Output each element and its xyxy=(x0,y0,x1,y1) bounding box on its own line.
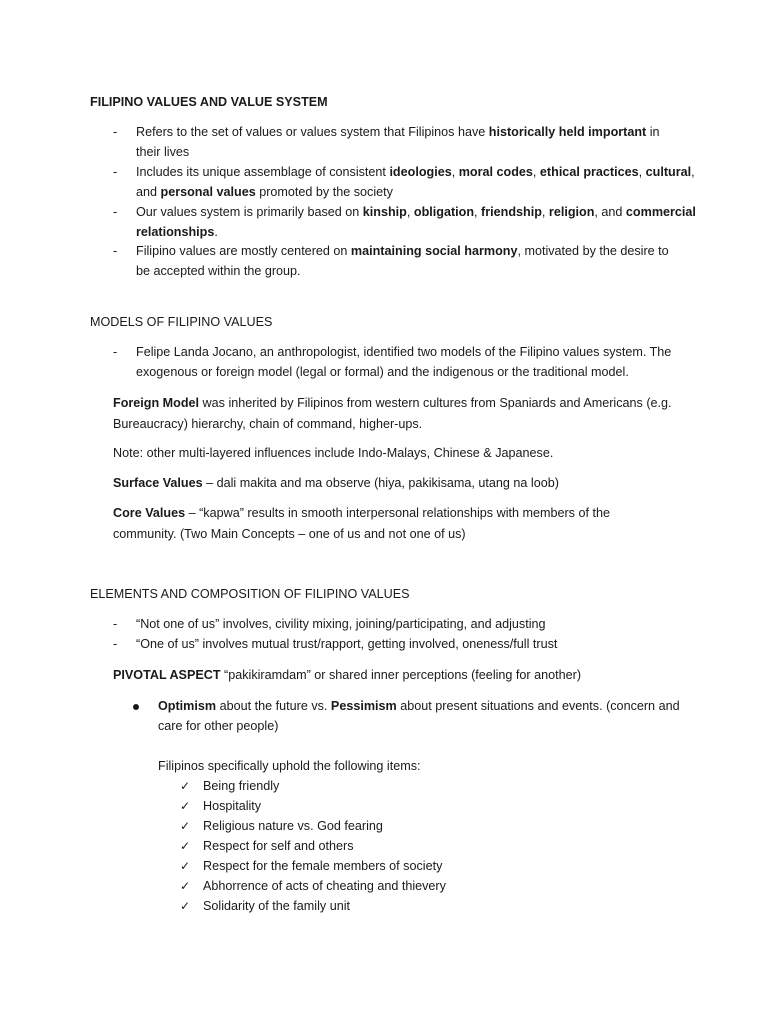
text-run: in xyxy=(646,125,660,139)
bold-text: Pessimism xyxy=(330,699,397,713)
text-run: Our values system is primarily based on xyxy=(136,205,363,219)
checkmark-icon: ✓ xyxy=(180,899,191,913)
text-run: , xyxy=(532,165,540,179)
bold-text: friendship xyxy=(481,205,542,219)
models-bullet-line xyxy=(136,364,629,380)
section-heading-models: MODELS OF FILIPINO VALUES xyxy=(90,315,273,329)
text-run: , and xyxy=(594,205,626,219)
text-run: , xyxy=(691,165,695,179)
bold-text: Optimism xyxy=(158,699,217,713)
model-paragraph-line xyxy=(113,445,553,461)
text-run: Note: other multi-layered influences include Indo-Malays, Chinese & Japanese. xyxy=(113,446,554,460)
text-run: , xyxy=(406,205,414,219)
text-run: , xyxy=(451,165,459,179)
text-run: Bureaucracy) hierarchy, chain of command, higher-ups. xyxy=(113,417,423,431)
text-run: and xyxy=(136,185,161,199)
elements-bullet-line xyxy=(136,636,557,652)
model-paragraph-line xyxy=(113,395,672,411)
checkmark-icon: ✓ xyxy=(180,839,191,853)
text-run: , xyxy=(638,165,646,179)
bold-text: Core Values xyxy=(113,506,186,520)
text-run: , motivated by the desire to xyxy=(517,244,669,258)
intro-bullet-line xyxy=(136,184,393,200)
intro-bullet-line xyxy=(136,144,189,160)
bold-text: PIVOTAL ASPECT xyxy=(113,668,221,682)
intro-bullet-line xyxy=(136,164,695,180)
intro-bullet-line xyxy=(136,243,669,259)
text-run: Includes its unique assemblage of consistent xyxy=(136,165,390,179)
optimism-line xyxy=(158,718,278,734)
intro-bullet-line xyxy=(136,224,218,240)
text-run: , xyxy=(474,205,482,219)
text-run: “One of us” involves mutual trust/rapport, getting involved, oneness/full trust xyxy=(136,637,558,651)
checklist-item: Respect for the female members of society xyxy=(203,859,443,873)
model-paragraph-line xyxy=(113,526,466,542)
checkmark-icon: ✓ xyxy=(180,799,191,813)
bold-text: cultural xyxy=(645,165,692,179)
text-run: . xyxy=(214,225,218,239)
pivotal-line xyxy=(113,667,581,683)
bold-text: religion xyxy=(548,205,595,219)
text-run: about the future vs. xyxy=(216,699,331,713)
text-run: their lives xyxy=(136,145,190,159)
bold-text: Foreign Model xyxy=(113,396,200,410)
optimism-line xyxy=(158,698,680,714)
checklist-item: Abhorrence of acts of cheating and thievery xyxy=(203,879,446,893)
checkmark-icon: ✓ xyxy=(180,879,191,893)
model-paragraph-line xyxy=(113,475,559,491)
model-paragraph-line xyxy=(113,416,422,432)
checklist-item: Being friendly xyxy=(203,779,280,793)
text-run: Felipe Landa Jocano, an anthropologist, identified two models of the Filipino values system. The xyxy=(136,345,672,359)
dash-bullet-icon: - xyxy=(113,617,118,631)
checklist-item: Respect for self and others xyxy=(203,839,354,853)
text-run: “pakikiramdam” or shared inner perceptions (feeling for another) xyxy=(220,668,582,682)
dash-bullet-icon: - xyxy=(113,244,118,258)
models-bullet-line xyxy=(136,344,671,360)
bold-text: Surface Values xyxy=(113,476,203,490)
checklist-item: Solidarity of the family unit xyxy=(203,899,350,913)
elements-bullet-line xyxy=(136,616,546,632)
checklist-item: Hospitality xyxy=(203,799,262,813)
checkmark-icon: ✓ xyxy=(180,859,191,873)
bold-text: commercial xyxy=(625,205,696,219)
text-run: exogenous or foreign model (legal or formal) and the indigenous or the traditional model. xyxy=(136,365,629,379)
intro-bullet-line xyxy=(136,204,696,220)
text-run: care for other people) xyxy=(158,719,279,733)
section-title-filipino-values: FILIPINO VALUES AND VALUE SYSTEM xyxy=(90,95,328,109)
section-heading-elements: ELEMENTS AND COMPOSITION OF FILIPINO VALUES xyxy=(90,587,410,601)
dash-bullet-icon: - xyxy=(113,637,118,651)
dash-bullet-icon: - xyxy=(113,125,118,139)
checkmark-icon: ✓ xyxy=(180,819,191,833)
bold-text: ideologies xyxy=(389,165,452,179)
checklist-item: Religious nature vs. God fearing xyxy=(203,819,383,833)
bold-text: historically held important xyxy=(488,125,647,139)
text-run: was inherited by Filipinos from western cultures from Spaniards and Americans (e.g. xyxy=(199,396,672,410)
text-run: Refers to the set of values or values system that Filipinos have xyxy=(136,125,489,139)
dash-bullet-icon: - xyxy=(113,205,118,219)
model-paragraph-line xyxy=(113,505,610,521)
text-run: community. (Two Main Concepts – one of us and not one of us) xyxy=(113,527,466,541)
bold-text: relationships xyxy=(136,225,215,239)
uphold-intro-text: Filipinos specifically uphold the following items: xyxy=(158,759,421,773)
text-run: “Not one of us” involves, civility mixing, joining/participating, and adjusting xyxy=(136,617,546,631)
text-run: , xyxy=(541,205,549,219)
bold-text: maintaining social harmony xyxy=(350,244,518,258)
bold-text: kinship xyxy=(362,205,407,219)
text-run: promoted by the society xyxy=(255,185,393,199)
dash-bullet-icon: - xyxy=(113,165,118,179)
bold-text: personal values xyxy=(160,185,256,199)
bold-text: ethical practices xyxy=(539,165,639,179)
text-run: Filipino values are mostly centered on xyxy=(136,244,351,258)
text-run: be accepted within the group. xyxy=(136,264,301,278)
text-run: – “kapwa” results in smooth interpersonal relationships with members of the xyxy=(185,506,610,520)
bold-text: moral codes xyxy=(458,165,533,179)
text-run: about present situations and events. (concern and xyxy=(396,699,680,713)
intro-bullet-line xyxy=(136,263,301,279)
dash-bullet-icon: - xyxy=(113,345,118,359)
checkmark-icon: ✓ xyxy=(180,779,191,793)
intro-bullet-line xyxy=(136,124,660,140)
text-run: – dali makita and ma observe (hiya, pakikisama, utang na loob) xyxy=(202,476,559,490)
round-bullet-icon xyxy=(133,704,139,710)
bold-text: obligation xyxy=(413,205,475,219)
